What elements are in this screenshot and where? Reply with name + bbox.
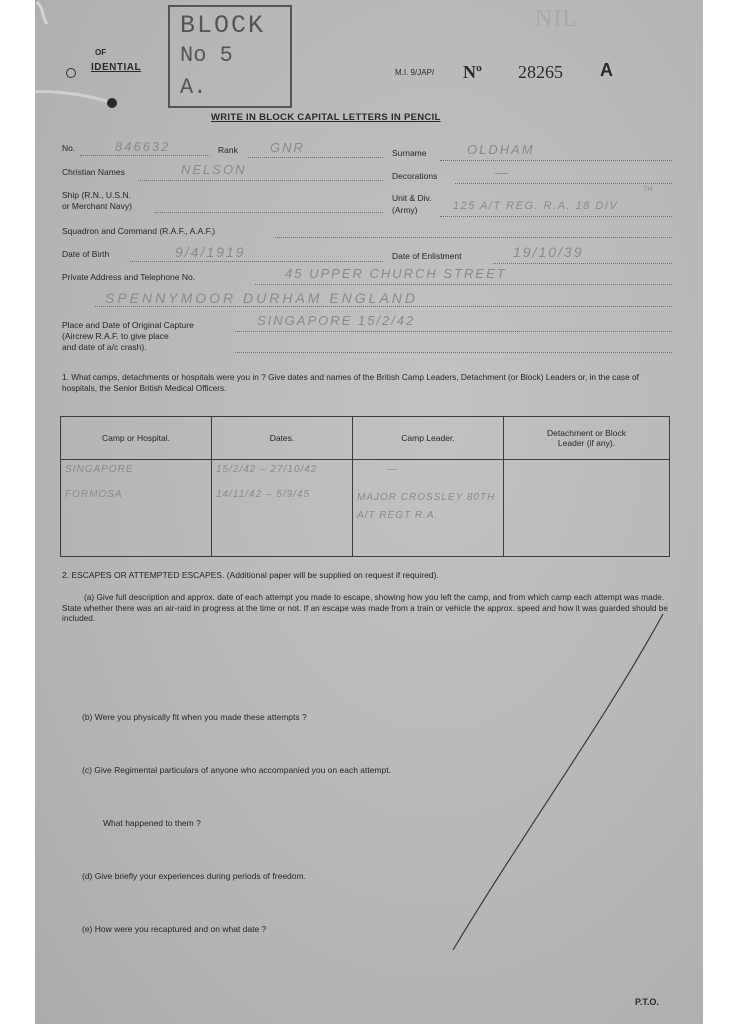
instruction-heading: WRITE IN BLOCK CAPITAL LETTERS IN PENCIL <box>211 112 441 123</box>
ship-label-1: Ship (R.N., U.S.N. <box>62 190 131 200</box>
address-line-1: 45 UPPER CHURCH STREET <box>285 266 507 281</box>
pto-label: P.T.O. <box>635 997 659 1007</box>
table-row <box>61 460 670 557</box>
address-label: Private Address and Telephone No. <box>62 272 196 282</box>
capture-label-1: Place and Date of Original Capture <box>62 320 194 330</box>
rank-label: Rank <box>218 145 238 155</box>
form-page <box>35 0 703 1024</box>
capture-label-3: and date of a/c crash). <box>62 342 147 352</box>
confidential-prefix: OF <box>95 48 107 57</box>
ref-number-symbol: Nº <box>463 62 482 82</box>
question-2c-followup: What happened to them ? <box>103 818 201 828</box>
address-line-2: SPENNYMOOR DURHAM ENGLAND <box>105 290 419 306</box>
question-2-title: 2. ESCAPES OR ATTEMPTED ESCAPES. (Additional paper will be supplied on request if required). <box>62 570 439 580</box>
punch-hole-icon <box>66 68 76 78</box>
leader-cell <box>353 460 504 557</box>
unit-label-1: Unit & Div. <box>392 193 432 203</box>
header-camp: Camp or Hospital. <box>61 417 212 460</box>
string-tie-icon <box>35 84 125 114</box>
unit-label-2: (Army) <box>392 205 418 215</box>
ship-label-2: or Merchant Navy) <box>62 201 132 211</box>
nil-annotation: NIL <box>535 6 578 32</box>
dates-cell <box>212 460 353 557</box>
no-value: 846632 <box>115 139 171 154</box>
enlistment-label: Date of Enlistment <box>392 251 462 261</box>
question-2c: (c) Give Regimental particulars of anyone who accompanied you on each attempt. <box>82 765 391 775</box>
no-label: No. <box>62 143 76 153</box>
question-2a: (a) Give full description and approx. date of each attempt you made to escape, showing how you left the camp, and from which camp each attempt was made. State whether there was an air-raid in progress at the time or not. If an escape was made from a train or vehicle the approx. speed and how it was guarded should be included. <box>62 592 669 623</box>
unit-value: 125 A/T REG. R.A. 18 DIV <box>453 200 619 212</box>
christian-names-label: Christian Names <box>62 167 125 177</box>
decorations-value: — <box>495 165 510 180</box>
camp-leader: — <box>387 464 398 475</box>
unit-superscript: TH <box>643 186 653 193</box>
camp-dates: 14/11/42 – 5/9/45 <box>216 489 311 500</box>
dob-label: Date of Birth <box>62 249 110 259</box>
question-2b: (b) Were you physically fit when you made these attempts ? <box>82 712 307 722</box>
confidential-label: IDENTIAL <box>91 62 142 73</box>
dob-value: 9/4/1919 <box>175 244 246 260</box>
block-stamp <box>168 5 292 108</box>
camps-table <box>60 416 670 557</box>
capture-label-2: (Aircrew R.A.F. to give place <box>62 331 169 341</box>
stamp-line-3: A. <box>180 75 207 100</box>
strike-through-line-icon <box>435 610 675 960</box>
rank-value: GNR <box>270 140 305 155</box>
question-2d: (d) Give briefly your experiences during periods of freedom. <box>82 871 306 881</box>
camp-name: FORMOSA <box>65 489 123 500</box>
capture-value: SINGAPORE 15/2/42 <box>257 313 416 328</box>
enlistment-value: 19/10/39 <box>513 244 584 260</box>
detachment-cell <box>504 460 670 557</box>
camp-name: SINGAPORE <box>65 464 134 475</box>
camp-dates: 15/2/42 – 27/10/42 <box>216 464 318 475</box>
question-1-text: 1. What camps, detachments or hospitals were you in ? Give dates and names of the British Camp Leaders, Detachment (or Block) Leaders or, in the case of hospitals, the Senior British Medical Officers. <box>62 372 639 393</box>
ref-suffix: A <box>600 60 613 80</box>
surname-label: Surname <box>392 148 427 158</box>
ref-prefix: M.I. 9/JAP/ <box>395 68 435 77</box>
header-camp-leader: Camp Leader. <box>353 417 504 460</box>
camp-cell <box>61 460 212 557</box>
string-end-icon <box>35 0 53 26</box>
question-2e: (e) How were you recaptured and on what date ? <box>82 924 267 934</box>
camp-leader: MAJOR CROSSLEY 80TH A/T REGT R.A. <box>357 492 496 521</box>
surname-value: OLDHAM <box>467 142 535 157</box>
table-header-row <box>61 417 670 460</box>
stamp-line-2: No 5 <box>180 43 233 68</box>
stamp-line-1: BLOCK <box>180 11 266 40</box>
header-dates: Dates. <box>212 417 353 460</box>
squadron-label: Squadron and Command (R.A.F., A.A.F.) <box>62 226 216 236</box>
christian-names-value: NELSON <box>181 162 247 177</box>
header-detachment-leader: Detachment or Block Leader (if any). <box>504 417 670 460</box>
decorations-label: Decorations <box>392 171 438 181</box>
ref-number: 28265 <box>518 62 563 82</box>
